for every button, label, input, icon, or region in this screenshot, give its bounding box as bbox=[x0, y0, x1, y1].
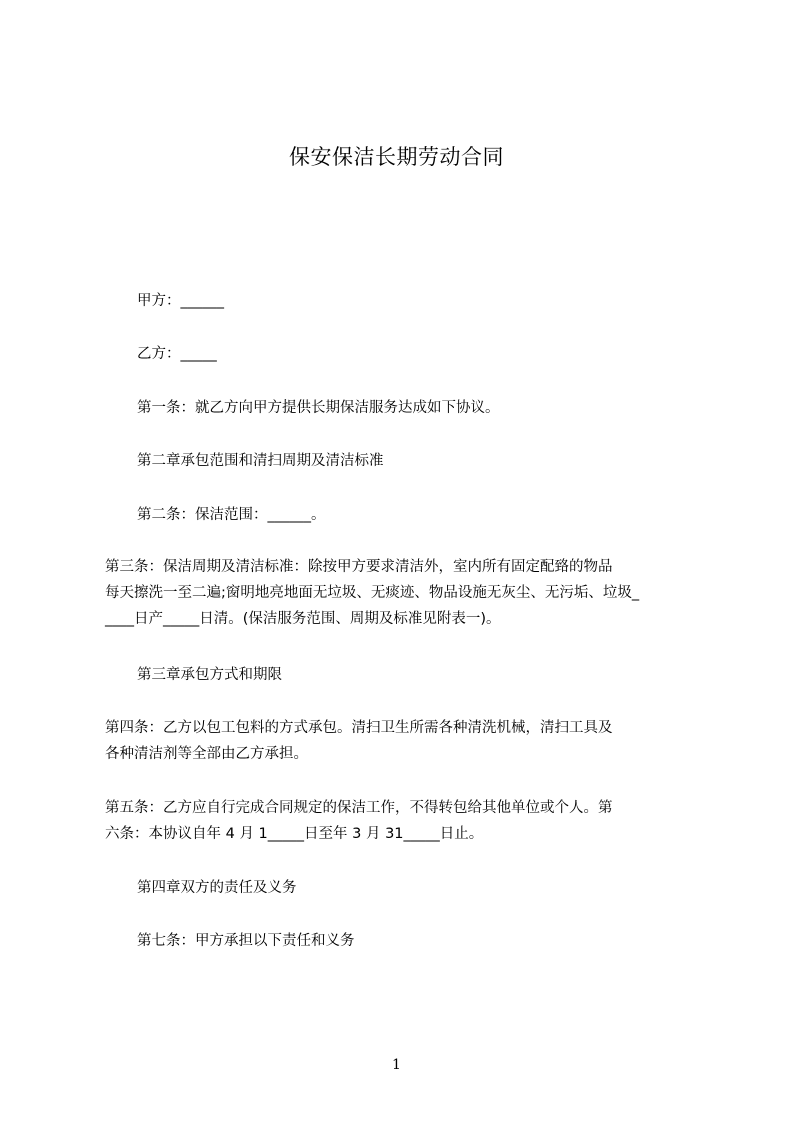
document-title: 保安保洁长期劳动合同 bbox=[289, 145, 504, 169]
chapter-4-heading: 第四章双方的责任及义务 bbox=[137, 880, 297, 896]
chapter-3-heading: 第三章承包方式和期限 bbox=[137, 667, 282, 683]
page-number: 1 bbox=[392, 1057, 401, 1073]
article-3-line: 第三条：保洁周期及清洁标准：除按甲方要求清洁外，室内所有固定配臵的物品 bbox=[105, 559, 613, 575]
party-a-line: 甲方：______ bbox=[137, 293, 224, 309]
article-3 bbox=[105, 554, 705, 632]
article-5-line: 第五条：乙方应自行完成合同规定的保洁工作，不得转包给其他单位或个人。第 bbox=[105, 800, 613, 816]
party-b-line: 乙方：_____ bbox=[137, 346, 217, 362]
chapter-2-heading: 第二章承包范围和清扫周期及清洁标准 bbox=[137, 453, 384, 469]
article-1: 第一条：就乙方向甲方提供长期保洁服务达成如下协议。 bbox=[137, 400, 500, 416]
article-7: 第七条：甲方承担以下责任和义务 bbox=[137, 933, 355, 949]
article-4-line: 各种清洁剂等全部由乙方承担。 bbox=[105, 746, 308, 762]
article-5 bbox=[105, 795, 705, 847]
article-3-line: 每天擦洗一至二遍;窗明地亮地面无垃圾、无痰迹、物品设施无灰尘、无污垢、垃圾_ bbox=[105, 585, 640, 601]
article-5-line: 六条：本协议自年 4 月 1_____日至年 3 月 31_____日止。 bbox=[105, 826, 484, 842]
article-4-line: 第四条：乙方以包工包料的方式承包。清扫卫生所需各种清洗机械，清扫工具及 bbox=[105, 720, 613, 736]
article-2: 第二条：保洁范围：______。 bbox=[137, 507, 326, 523]
article-3-line: ____日产_____日清。(保洁服务范围、周期及标准见附表一)。 bbox=[105, 611, 501, 627]
article-4 bbox=[105, 715, 705, 767]
